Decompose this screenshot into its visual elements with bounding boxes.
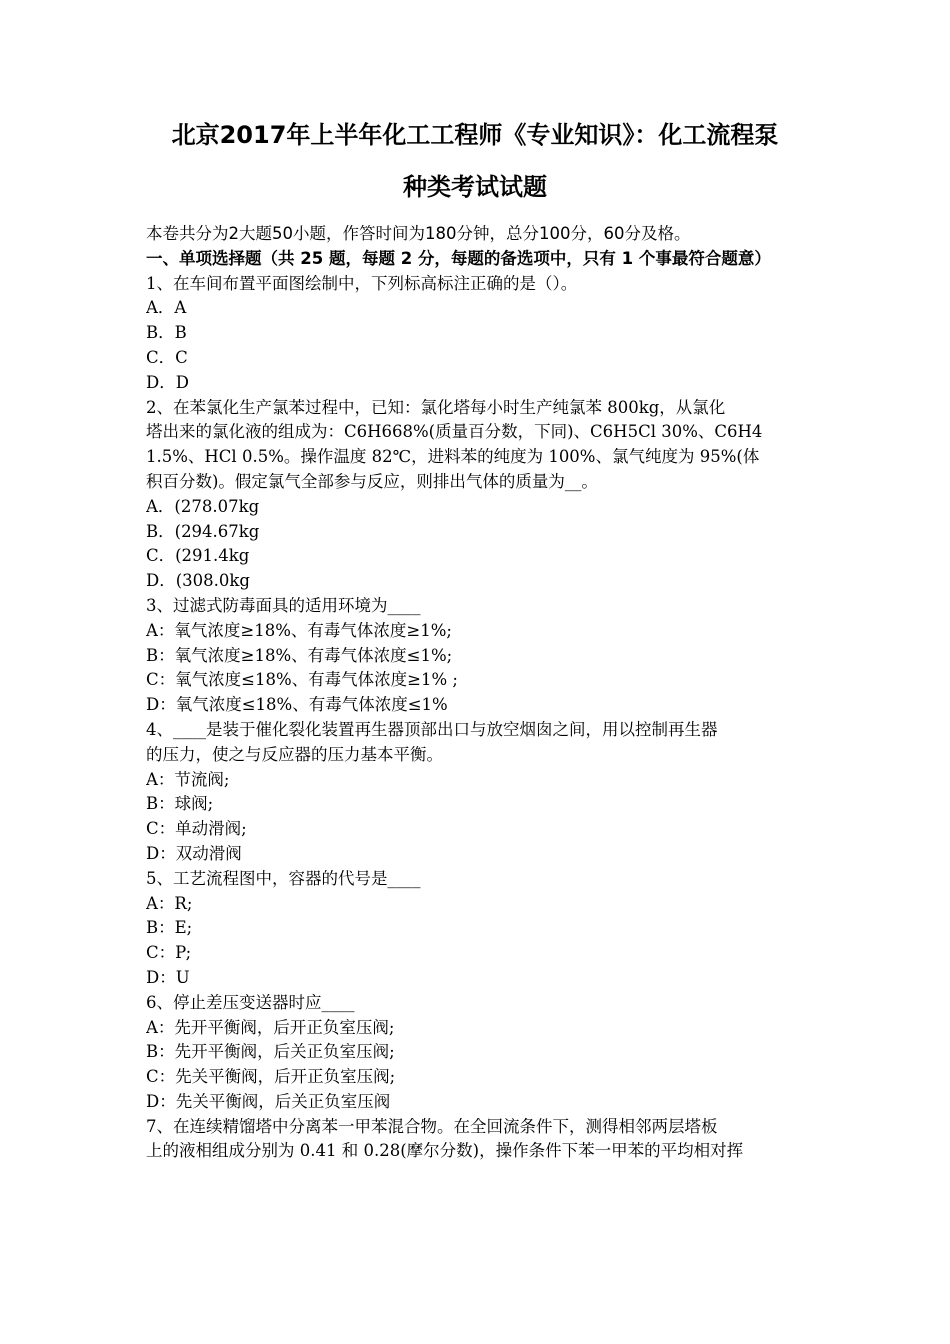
text-line: C．(291.4kg [146, 546, 250, 566]
text-line: D：氧气浓度≤18%、有毒气体浓度≤1% [146, 695, 448, 715]
text-line: C：单动滑阀; [146, 819, 247, 839]
text-line: C：氧气浓度≤18%、有毒气体浓度≥1% ; [146, 670, 458, 690]
text-line: 1.5%、HCl 0.5%。操作温度 82℃，进料苯的纯度为 100%、氯气纯度为 95%(体 [146, 447, 760, 467]
text-line: D．D [146, 372, 189, 392]
text-line: D：双动滑阀 [146, 843, 242, 863]
text-line: 7、在连续精馏塔中分离苯一甲苯混合物。在全回流条件下，测得相邻两层塔板 [146, 1116, 718, 1136]
text-line: C．C [146, 347, 188, 367]
text-line: B：E; [146, 918, 193, 938]
text-line: A：节流阀; [146, 769, 230, 789]
text-line: 5、工艺流程图中，容器的代号是____ [146, 868, 421, 888]
text-line: 塔出来的氯化液的组成为：C6H668%(质量百分数，下同)、C6H5Cl 30%、C6H4 [146, 422, 763, 442]
text-line: 4、____是装于催化裂化装置再生器顶部出口与放空烟囱之间，用以控制再生器 [146, 719, 718, 739]
text-line: D：U [146, 967, 190, 987]
document-body [146, 222, 810, 1164]
text-line: C：先关平衡阀，后开正负室压阀; [146, 1067, 396, 1087]
text-line: A：R; [146, 893, 193, 913]
document-title-line-2: 种类考试试题 [403, 173, 547, 201]
text-line: D：先关平衡阀，后关正负室压阀 [146, 1091, 391, 1111]
text-line: A．A [146, 298, 187, 318]
text-line: 积百分数)。假定氯气全部参与反应，则排出气体的质量为__。 [146, 471, 598, 491]
text-line: A：氧气浓度≥18%、有毒气体浓度≥1%; [146, 620, 452, 640]
text-line: A．(278.07kg [146, 496, 260, 516]
text-line: B：氧气浓度≥18%、有毒气体浓度≤1%; [146, 645, 453, 665]
question-list [146, 272, 810, 1165]
exam-intro: 本卷共分为2大题50小题，作答时间为180分钟，总分100分，60分及格。 [146, 224, 691, 243]
text-line: 6、停止差压变送器时应____ [146, 992, 355, 1012]
text-line: A：先开平衡阀，后开正负室压阀; [146, 1017, 395, 1037]
text-line: B．(294.67kg [146, 521, 260, 541]
text-line: 上的液相组成分别为 0.41 和 0.28(摩尔分数)，操作条件下苯一甲苯的平均相对挥 [146, 1141, 744, 1161]
text-line: B．B [146, 323, 187, 343]
text-line: D．(308.0kg [146, 571, 250, 591]
document-title-line-1: 北京2017年上半年化工工程师《专业知识》：化工流程泵 [171, 121, 779, 149]
text-line: 3、过滤式防毒面具的适用环境为____ [146, 595, 421, 615]
text-line: B：先开平衡阀，后关正负室压阀; [146, 1042, 395, 1062]
text-line: 1、在车间布置平面图绘制中，下列标高标注正确的是（）。 [146, 273, 578, 293]
text-line: C：P; [146, 943, 192, 963]
text-line: B：球阀; [146, 794, 214, 814]
section-heading: 一、单项选择题（共 25 题，每题 2 分，每题的备选项中，只有 1 个事最符合题意） [146, 248, 771, 268]
text-line: 的压力，使之与反应器的压力基本平衡。 [146, 744, 443, 764]
text-line: 2、在苯氯化生产氯苯过程中，已知：氯化塔每小时生产纯氯苯 800kg，从氯化 [146, 397, 726, 417]
